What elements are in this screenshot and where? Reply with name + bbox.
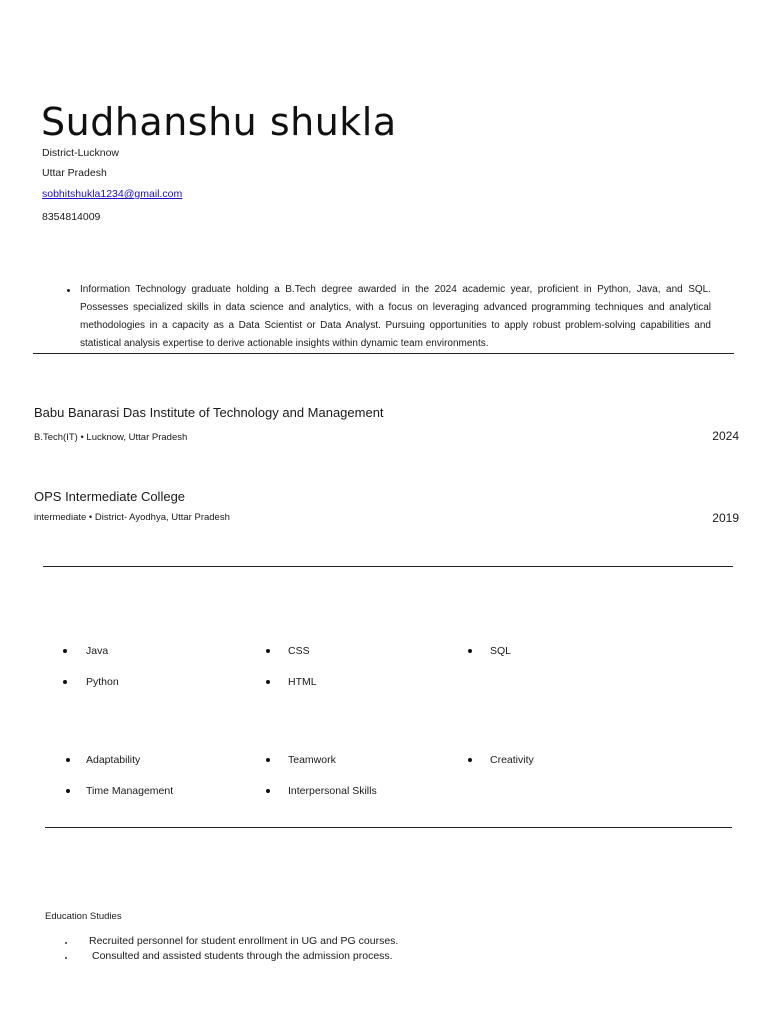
section-divider: [33, 353, 734, 354]
skill-item: CSS: [288, 645, 310, 657]
email-link[interactable]: sobhitshukla1234@gmail.com: [42, 188, 183, 200]
candidate-name: Sudhanshu shukla: [41, 100, 397, 144]
section-divider: [45, 827, 732, 828]
bullet-icon: [63, 649, 67, 653]
skill-item: HTML: [288, 676, 317, 688]
district: District-Lucknow: [42, 147, 120, 159]
education-institution: Babu Banarasi Das Institute of Technology and Management: [34, 405, 384, 420]
summary-list: [66, 281, 711, 353]
education-institution: OPS Intermediate College: [34, 489, 186, 504]
skill-item: Python: [86, 676, 119, 688]
education-year: 2024: [712, 429, 739, 443]
bullet-icon: [66, 758, 70, 762]
experience-title: Education Studies: [45, 911, 122, 922]
bullet-icon: [65, 957, 67, 959]
skill-item: Creativity: [490, 754, 534, 766]
education-detail: intermediate • District- Ayodhya, Uttar Pradesh: [34, 512, 230, 523]
skill-item: Teamwork: [288, 754, 336, 766]
bullet-icon: [266, 758, 270, 762]
bullet-icon: [468, 649, 472, 653]
skill-item: Time Management: [86, 785, 174, 797]
bullet-icon: [266, 680, 270, 684]
bullet-icon: [63, 680, 67, 684]
summary-text: Information Technology graduate holding a B.Tech degree awarded in the 2024 academic year, proficient in Python, Java, and SQL. Possesses specialized skills in data science and analytics, with a focus on leveraging advanced programming techniques and analytical methodologies in a capacity as a Data Scientist or Data Analyst. Pursuing opportunities to apply robust problem-solving capabilities and statistical analysis expertise to derive actionable insights within dynamic team environments.: [66, 281, 711, 353]
education-detail: B.Tech(IT) • Lucknow, Uttar Pradesh: [34, 432, 188, 443]
experience-item: Consulted and assisted students through the admission process.: [92, 950, 393, 962]
state: Uttar Pradesh: [42, 167, 107, 179]
education-year: 2019: [712, 511, 739, 525]
section-divider: [43, 566, 733, 567]
bullet-icon: [266, 649, 270, 653]
skill-item: SQL: [490, 645, 512, 657]
skill-item: Java: [86, 645, 109, 657]
bullet-icon: [468, 758, 472, 762]
bullet-icon: [66, 789, 70, 793]
experience-item: Recruited personnel for student enrollment in UG and PG courses.: [89, 935, 399, 947]
phone-number: 8354814009: [42, 211, 101, 223]
bullet-icon: [266, 789, 270, 793]
skill-item: Adaptability: [86, 754, 141, 766]
skill-item: Interpersonal Skills: [288, 785, 377, 797]
bullet-icon: [65, 942, 67, 944]
